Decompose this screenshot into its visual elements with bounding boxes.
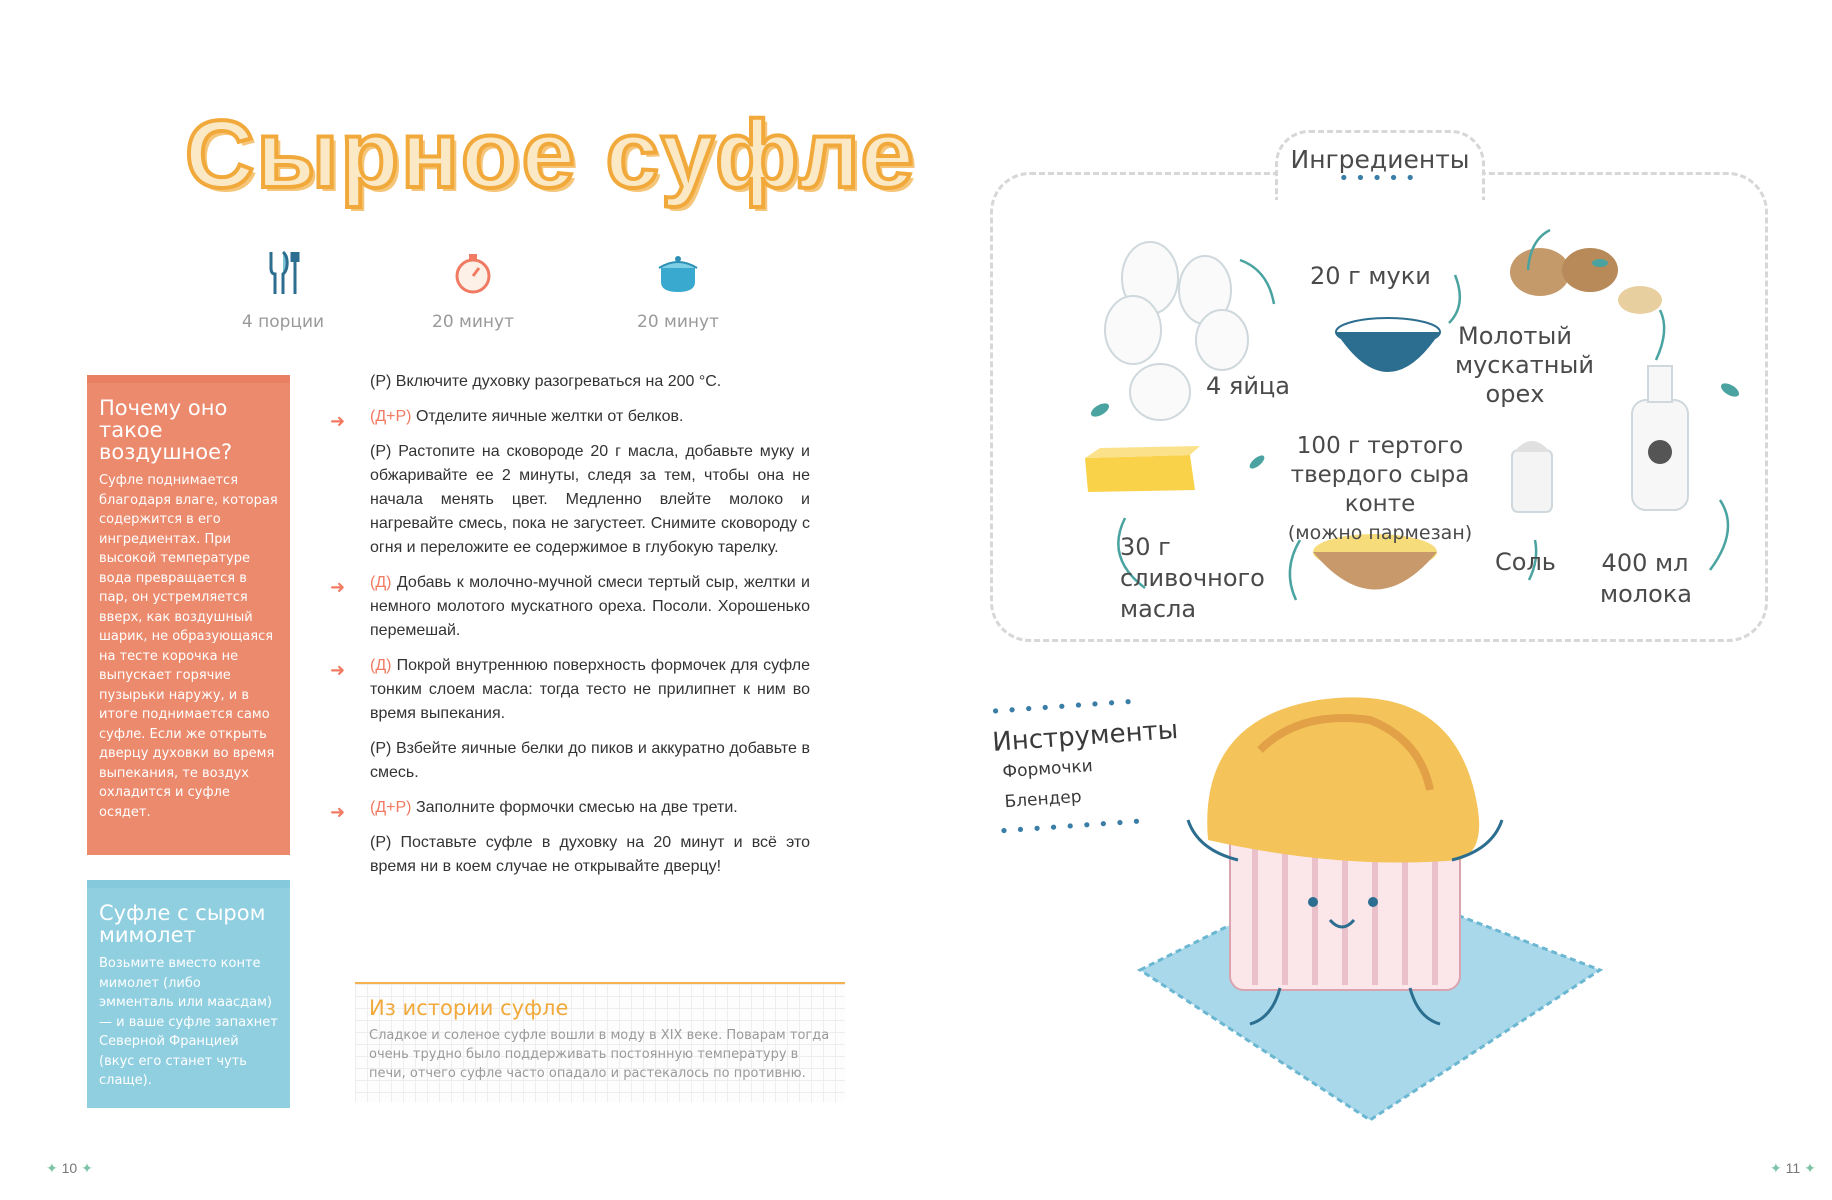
recipe-step [330,796,810,822]
prep-time-label: 20 минут [432,312,514,332]
servings-label: 4 порции [241,312,325,332]
timer-icon [453,250,493,296]
step-text: Включите духовку разогреваться на 200 °C. [395,373,722,390]
recipe-step [370,831,810,879]
tool-item: Формочки [1001,756,1094,783]
why-airy-box [87,375,290,855]
milk-bottle-illustration [1632,366,1688,510]
leaf-icon: ✦ [1804,1160,1816,1176]
page-number-text: 10 [61,1160,78,1176]
history-text: Сладкое и соленое суфле вошли в моду в XIX веке. Поварам тогда очень трудно было поддерживать постоянную температуру в печи, отчего суфле часто опадало и растекалось по противню. [369,1028,830,1081]
step-text: Взбейте яичные белки до пиков и аккуратно добавьте в смесь. [370,740,811,781]
page-title: Сырное суфле [185,101,916,208]
leaf-icon: ✦ [46,1160,58,1176]
dots-divider: ••••••••• [989,691,1141,723]
ingredient-milk: 400 мл молока [1600,549,1693,608]
ingredient-salt: Соль [1495,548,1556,576]
why-airy-title: Почему оно такое воздушное? [99,396,233,464]
step-tag: (Р) [370,834,392,851]
cook-time-label: 20 минут [637,312,719,332]
step-text: Добавь к молочно-мучной смеси тертый сыр, желтки и немного молотого мускатного ореха. Посоли. Хорошенько перемешай. [370,574,810,639]
butter-illustration [1085,446,1200,492]
history-title: Из истории суфле [369,996,569,1020]
step-text: Отделите яичные желтки от белков. [415,408,684,425]
recipe-step [330,405,810,431]
servings-info [213,250,353,332]
tool-item: Блендер [1003,786,1083,813]
step-text: Заполните формочки смесью на две трети. [415,799,738,816]
nutmeg-illustration [1510,248,1662,314]
step-tag: (Д) [370,657,392,674]
mimolette-title: Суфле с сыром мимолет [99,901,266,947]
recipe-step [370,737,810,785]
leaf-icon: ✦ [81,1160,93,1176]
ingredient-cheese-text: 100 г тертого твердого сыра конте [1290,433,1470,517]
step-text: Растопите на сковороде 20 г масла, добавьте муку и обжаривайте ее 2 минуты, следя за тем, чтобы она не начала менять цвет. Медленно влейте молоко и нагревайте смесь, пока не загустеет. Снимите сковороду с огня и переложите ее содержимое в глубокую тарелку. [370,443,810,556]
ingredients-title: Ингредиенты [1290,145,1470,174]
mimolette-text: Возьмите вместо конте мимолет (либо эмменталь или маасдам) — и ваше суфле запахнет Северной Францией (вкус его станет чуть слаще). [99,956,278,1088]
ingredient-cheese [1265,432,1495,548]
cutlery-icon [263,250,303,296]
page-number-left [46,1160,93,1177]
souffle-illustration [1120,680,1620,1140]
ingredient-cheese-note: (можно пармезан) [1287,522,1473,544]
step-text: Поставьте суфле в духовку на 20 минут и всё это время ни в коем случае не открывайте дверцу! [370,834,810,875]
leaf-icon: ✦ [1770,1160,1782,1176]
arrow-right-icon: ➜ [330,577,346,597]
step-tag: (Д) [370,574,392,591]
pot-icon [655,250,701,296]
step-tag: (Р) [370,740,392,757]
ingredient-nutmeg: Молотый мускатный орех [1455,322,1594,408]
mimolette-box [87,880,290,1108]
step-tag: (Д+Р) [370,408,412,425]
recipe-step [330,571,810,643]
step-tag: (Д+Р) [370,799,412,816]
flour-bowl-illustration [1336,318,1440,372]
dots-divider: ••••••••• [997,811,1149,843]
why-airy-text: Суфле поднимается благодаря влаге, которая содержится в его ингредиентах. При высокой температуре вода превращается в пар, он устремляется вверх, как воздушный шарик, не образующаяся на тесте корочка не выпускает горячие пузырьки наружу, и в итоге поднимается само суфле. Если же открыть дверцу духовки во время выпекания, те воздух охладится и суфле осядет. [99,473,278,820]
step-tag: (Р) [370,443,392,460]
page-number-text: 11 [1785,1160,1801,1176]
cook-time-info [608,250,748,332]
tools-title: Инструменты [991,714,1180,758]
page-number-right [1770,1160,1816,1177]
step-tag: (Р) [370,373,392,390]
prep-time-info [403,250,543,332]
ingredient-flour: 20 г муки [1310,262,1431,290]
arrow-right-icon: ➜ [330,802,346,822]
souffle-top [1207,697,1479,862]
recipe-step [370,440,810,560]
ingredient-eggs: 4 яйца [1206,372,1290,400]
recipe-step [330,654,810,726]
ingredients-header [1275,130,1485,200]
dots-divider: ••••• [1338,168,1422,189]
step-text: Покрой внутреннюю поверхность формочек для суфле тонким слоем масла: тогда тесто не прилипнет к ним во время выпекания. [370,657,810,722]
history-box [355,982,845,1102]
arrow-right-icon: ➜ [330,411,346,431]
recipe-steps [330,370,811,890]
salt-shaker-illustration [1512,441,1552,512]
arrow-right-icon: ➜ [330,660,346,680]
ingredient-butter: 30 г сливочного масла [1120,533,1265,623]
recipe-step [370,370,810,394]
